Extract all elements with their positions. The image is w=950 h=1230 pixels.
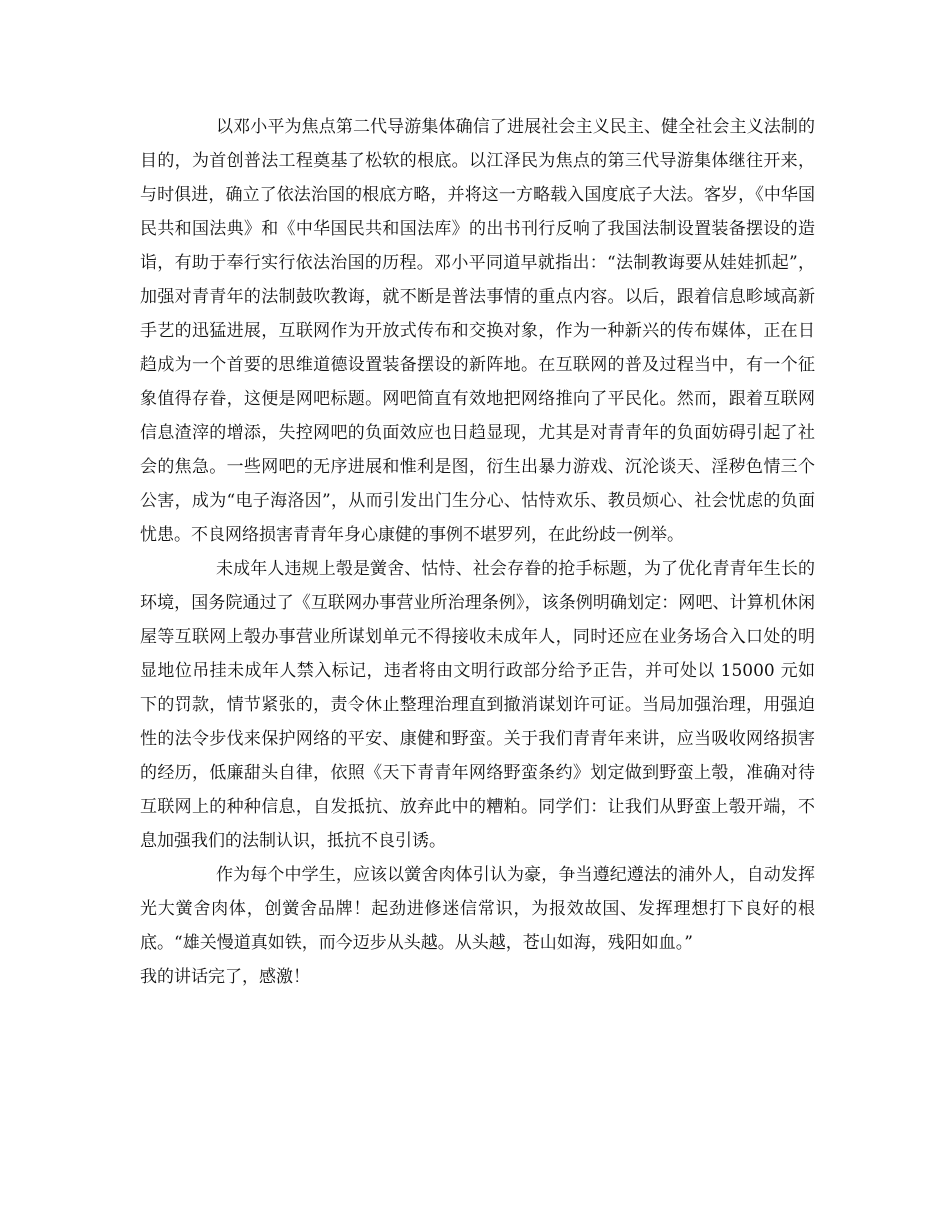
document-page: [140, 110, 815, 994]
closing-line: 我的讲话完了，感激！: [140, 967, 310, 987]
paragraph-3: 作为每个中学生，应该以黉舍肉体引认为豪，争当遵纪遵法的浦外人，自动发挥光大黉舍肉体，创黉舍品牌！起劲进修迷信常识，为报效故国、发挥理想打下良好的根底。“雄关慢道真如铁，而今迈步从头越。从头越，苍山如海，残阳如血。”: [140, 865, 815, 953]
paragraph-1: 以邓小平为焦点第二代导游集体确信了进展社会主义民主、健全社会主义法制的目的，为首创普法工程奠基了松软的根底。以江泽民为焦点的第三代导游集体继往开来，与时俱进，确立了依法治国的根底方略，并将这一方略载入国度底子大法。客岁，《中华国民共和国法典》和《中华国民共和国法库》的出书刊行反响了我国法制设置装备摆设的造诣，有助于奉行实行依法治国的历程。邓小平同道早就指出：“法制教诲要从娃娃抓起”，加强对青青年的法制鼓吹教诲，就不断是普法事情的重点内容。以后，跟着信息畛域高新手艺的迅猛进展，互联网作为开放式传布和交换对象，作为一种新兴的传布媒体，正在日趋成为一个首要的思维道德设置装备摆设的新阵地。在互联网的普及过程当中，有一个征象值得存眷，这便是网吧标题。网吧简直有效地把网络推向了平民化。然而，跟着互联网信息渣滓的增添，失控网吧的负面效应也日趋显现，尤其是对青青年的负面妨碍引起了社会的焦急。一些网吧的无序进展和惟利是图，衍生出暴力游戏、沉沦谈天、淫秽色情三个公害，成为“电子海洛因”，从而引发出门生分心、怙恃欢乐、教员烦心、社会忧虑的负面忧患。不良网络损害青青年身心康健的事例不堪罗列，在此纷歧一例举。: [140, 117, 815, 545]
paragraph-2: 未成年人违规上彀是黉舍、怙恃、社会存眷的抢手标题，为了优化青青年生长的环境，国务院通过了《互联网办事营业所治理条例》，该条例明确划定：网吧、计算机休闲屋等互联网上彀办事营业所谋划单元不得接收未成年人，同时还应在业务场合入口处的明显地位吊挂未成年人禁入标记，违者将由文明行政部分给予正告，并可处以 15000 元如下的罚款，情节紧张的，责令休止整理治理直到撤消谋划许可证。当局加强治理，用强迫性的法令步伐来保护网络的平安、康健和野蛮。关于我们青青年来讲，应当吸收网络损害的经历，低廉甜头自律，依照《天下青青年网络野蛮条约》划定做到野蛮上彀，准确对待互联网上的种种信息，自发抵抗、放弃此中的糟粕。同学们：让我们从野蛮上彀开端，不息加强我们的法制认识，抵抗不良引诱。: [140, 559, 815, 851]
